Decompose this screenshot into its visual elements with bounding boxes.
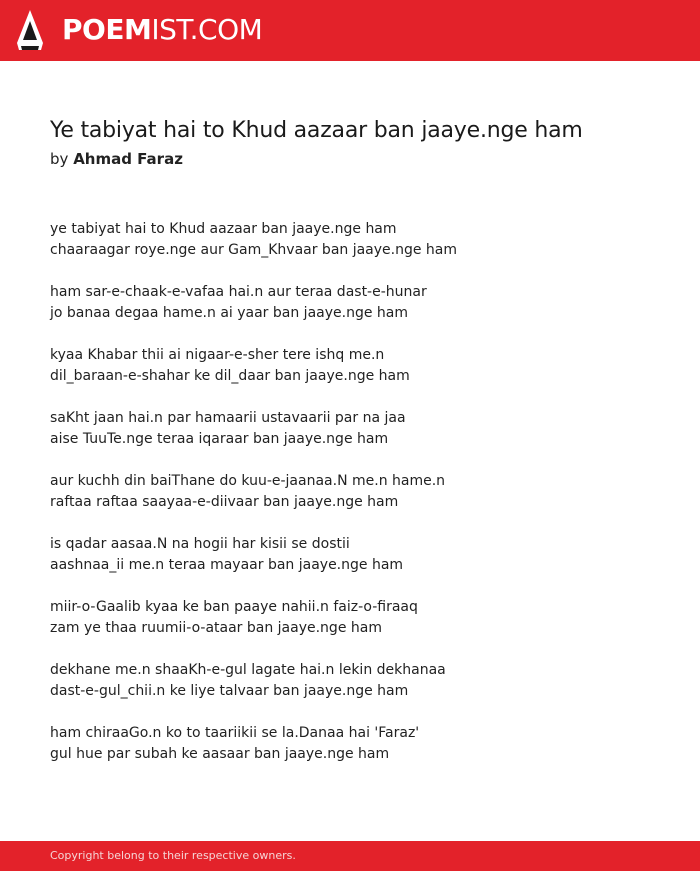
header-bar: [0, 0, 700, 61]
poem-line: gul hue par subah ke aasaar ban jaaye.nge ham: [50, 746, 390, 762]
poem-line: ye tabiyat hai to Khud aazaar ban jaaye.nge ham: [50, 221, 397, 237]
byline: [50, 149, 183, 169]
footer-bar: [0, 841, 700, 871]
poem-line: aashnaa_ii me.n teraa mayaar ban jaaye.nge ham: [50, 557, 404, 573]
poem-line: aur kuchh din baiThane do kuu-e-jaanaa.N me.n hame.n: [50, 473, 446, 489]
stanza: [50, 219, 650, 261]
poem-line: saKht jaan hai.n par hamaarii ustavaarii par na jaa: [50, 410, 406, 426]
poem-line: ham sar-e-chaak-e-vafaa hai.n aur teraa dast-e-hunar: [50, 284, 427, 300]
poem-line: zam ye thaa ruumii-o-ataar ban jaaye.nge ham: [50, 620, 382, 636]
poem-line: miir-o-Gaalib kyaa ke ban paaye nahii.n faiz-o-firaaq: [50, 599, 418, 615]
brand-logo[interactable]: [62, 12, 262, 48]
poem-line: dil_baraan-e-shahar ke dil_daar ban jaaye.nge ham: [50, 368, 410, 384]
poem-line: jo banaa degaa hame.n ai yaar ban jaaye.nge ham: [50, 305, 408, 321]
poem-line: chaaraagar roye.nge aur Gam_Khvaar ban jaaye.nge ham: [50, 242, 458, 258]
poem-line: dekhane me.n shaaKh-e-gul lagate hai.n lekin dekhanaa: [50, 662, 446, 678]
stanza: [50, 345, 650, 387]
stanza: [50, 408, 650, 450]
stanza: [50, 660, 650, 702]
poem-line: kyaa Khabar thii ai nigaar-e-sher tere ishq me.n: [50, 347, 385, 363]
stanza: [50, 282, 650, 324]
copyright-text: Copyright belong to their respective owners.: [50, 849, 296, 862]
stanza: [50, 723, 650, 765]
author-name: Ahmad Faraz: [73, 150, 183, 168]
poem-line: aise TuuTe.nge teraa iqaraar ban jaaye.nge ham: [50, 431, 389, 447]
stanza: [50, 471, 650, 513]
poem-line: raftaa raftaa saayaa-e-diivaar ban jaaye.nge ham: [50, 494, 399, 510]
poem-line: dast-e-gul_chii.n ke liye talvaar ban jaaye.nge ham: [50, 683, 409, 699]
brand-bold: POEM: [62, 13, 152, 46]
stanza: [50, 597, 650, 639]
poem-line: is qadar aasaa.N na hogii har kisii se dostii: [50, 536, 350, 552]
by-label: by: [50, 150, 69, 168]
brand-light: IST.COM: [151, 13, 263, 46]
poem-line: ham chiraaGo.n ko to taariikii se la.Danaa hai 'Faraz': [50, 725, 420, 741]
pencil-icon[interactable]: [17, 10, 43, 50]
stanza: [50, 534, 650, 576]
poem-title: Ye tabiyat hai to Khud aazaar ban jaaye.nge ham: [50, 118, 583, 143]
poem-body: [50, 219, 650, 786]
